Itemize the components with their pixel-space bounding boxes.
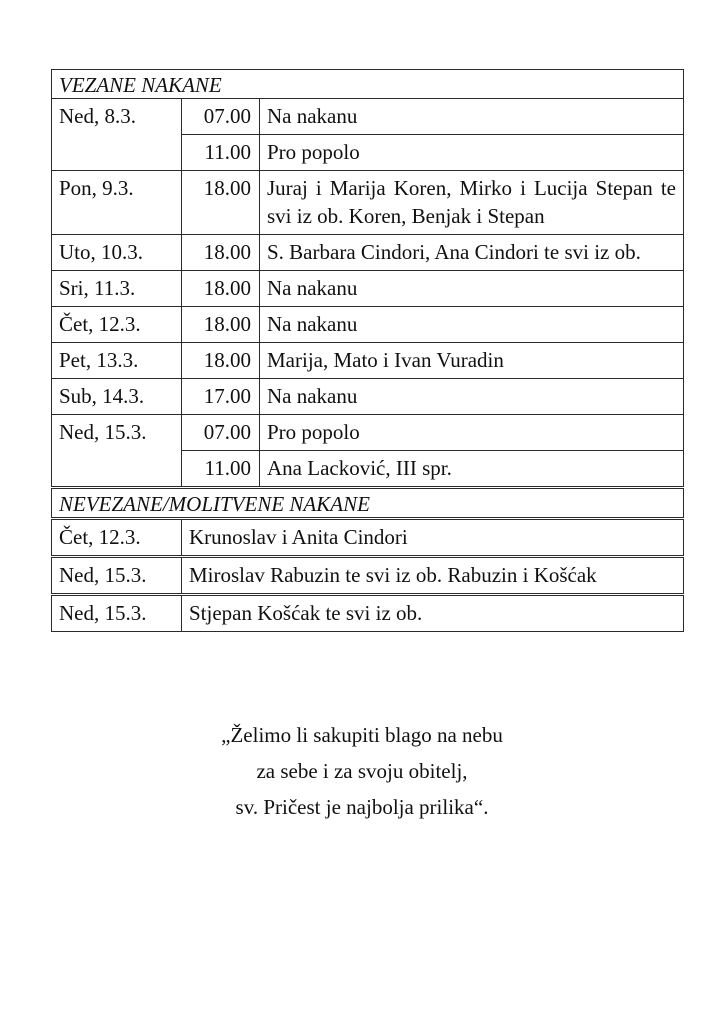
table-row: [52, 595, 684, 632]
closing-quote: [0, 717, 724, 825]
day-cell: Ned, 8.3.: [52, 99, 182, 171]
section-header-row: [52, 70, 684, 99]
intention-cell: Na nakanu: [260, 379, 684, 415]
table-row: [52, 415, 684, 451]
quote-line: za sebe i za svoju obitelj,: [256, 759, 468, 783]
table-row: [52, 307, 684, 343]
day-cell: Pet, 13.3.: [52, 343, 182, 379]
quote-line: „Želimo li sakupiti blago na nebu: [221, 723, 503, 747]
intention-cell: Ana Lacković, III spr.: [260, 451, 684, 488]
section-header-row: [52, 488, 684, 519]
table-row: [52, 343, 684, 379]
quote-line: sv. Pričest je najbolja prilika“.: [235, 795, 489, 819]
day-cell: Ned, 15.3.: [52, 415, 182, 488]
unbound-section-title: NEVEZANE/MOLITVENE NAKANE: [52, 488, 684, 519]
table-row: [52, 557, 684, 595]
intention-cell: Juraj i Marija Koren, Mirko i Lucija Stepan te svi iz ob. Koren, Benjak i Stepan: [260, 171, 684, 235]
table-row: [52, 519, 684, 557]
intention-cell: Pro popolo: [260, 135, 684, 171]
table-row: [52, 271, 684, 307]
day-cell: Sri, 11.3.: [52, 271, 182, 307]
time-cell: 17.00: [182, 379, 260, 415]
day-cell: Čet, 12.3.: [52, 307, 182, 343]
time-cell: 07.00: [182, 415, 260, 451]
day-cell: Ned, 15.3.: [52, 557, 182, 595]
mass-intentions-sheet: [51, 69, 683, 632]
time-cell: 11.00: [182, 451, 260, 488]
intention-cell: Na nakanu: [260, 99, 684, 135]
time-cell: 07.00: [182, 99, 260, 135]
intention-cell: Miroslav Rabuzin te svi iz ob. Rabuzin i Košćak: [182, 557, 684, 595]
table-row: [52, 379, 684, 415]
intention-cell: Na nakanu: [260, 271, 684, 307]
time-cell: 18.00: [182, 307, 260, 343]
time-cell: 18.00: [182, 171, 260, 235]
time-cell: 18.00: [182, 343, 260, 379]
day-cell: Pon, 9.3.: [52, 171, 182, 235]
mass-intentions-table: [51, 69, 684, 632]
bound-section-title: VEZANE NAKANE: [52, 70, 684, 99]
time-cell: 11.00: [182, 135, 260, 171]
day-cell: Ned, 15.3.: [52, 595, 182, 632]
intention-cell: Krunoslav i Anita Cindori: [182, 519, 684, 557]
day-cell: Čet, 12.3.: [52, 519, 182, 557]
day-cell: Uto, 10.3.: [52, 235, 182, 271]
time-cell: 18.00: [182, 235, 260, 271]
intention-cell: S. Barbara Cindori, Ana Cindori te svi iz ob.: [260, 235, 684, 271]
time-cell: 18.00: [182, 271, 260, 307]
day-cell: Sub, 14.3.: [52, 379, 182, 415]
intention-cell: Stjepan Košćak te svi iz ob.: [182, 595, 684, 632]
table-row: [52, 171, 684, 235]
table-row: [52, 99, 684, 135]
intention-cell: Na nakanu: [260, 307, 684, 343]
intention-cell: Pro popolo: [260, 415, 684, 451]
intention-cell: Marija, Mato i Ivan Vuradin: [260, 343, 684, 379]
table-row: [52, 235, 684, 271]
